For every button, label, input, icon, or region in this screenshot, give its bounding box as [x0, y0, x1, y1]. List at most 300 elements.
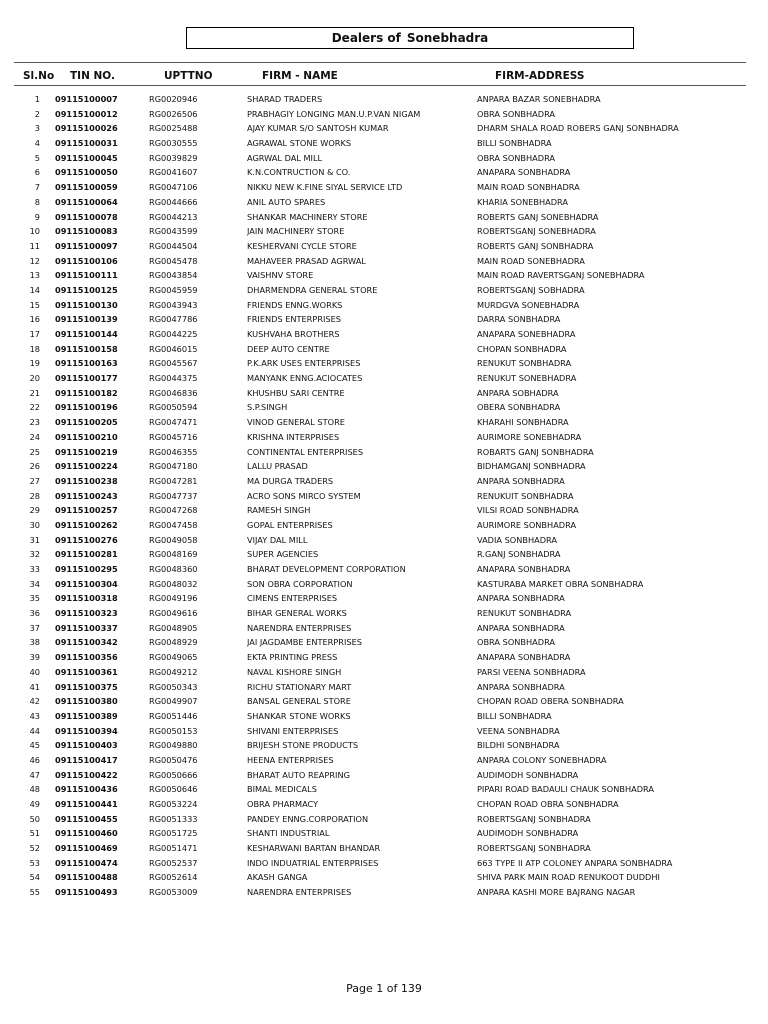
table-row	[0, 547, 768, 562]
firm-address-cell: RENUKUT SONBHADRA	[477, 608, 572, 619]
firm-name-cell: MANYANK ENNG.ACIOCATES	[247, 373, 363, 384]
firm-address-cell: ANPARA BAZAR SONEBHADRA	[477, 94, 601, 104]
serial-number-cell: 12	[29, 255, 40, 266]
table-row	[0, 298, 768, 313]
firm-name-cell: ACRO SONS MIRCO SYSTEM	[247, 490, 361, 501]
tin-cell: 09115100276	[55, 534, 118, 545]
upttno-cell: RG0048032	[149, 578, 198, 589]
tin-cell: 09115100196	[55, 402, 118, 413]
serial-number-cell: 3	[34, 123, 40, 134]
firm-name-cell: P.K.ARK USES ENTERPRISES	[247, 358, 361, 369]
tin-cell: 09115100182	[55, 387, 118, 398]
upttno-cell: RG0044666	[149, 196, 198, 207]
tin-cell: 09115100243	[55, 490, 118, 501]
firm-address-cell: ANPARA SONBHADRA	[477, 593, 565, 604]
tin-cell: 09115100078	[55, 211, 118, 222]
table-row	[0, 533, 768, 548]
serial-number-cell: 4	[34, 138, 40, 149]
table-row	[0, 826, 768, 841]
table-row	[0, 136, 768, 151]
upttno-cell: RG0045716	[149, 431, 198, 442]
serial-number-cell: 40	[29, 666, 40, 677]
upttno-cell: RG0050153	[149, 725, 198, 736]
firm-address-cell: ANAPARA SONBHADRA	[477, 564, 571, 574]
firm-address-cell: R.GANJ SONBHADRA	[477, 549, 561, 560]
tin-cell: 09115100111	[55, 270, 118, 281]
firm-address-cell: CHOPAN ROAD OBERA SONBHADRA	[477, 696, 624, 707]
firm-name-cell: GOPAL ENTERPRISES	[247, 519, 333, 530]
tin-cell: 09115100205	[55, 417, 118, 428]
firm-address-cell: ROBERTS GANJ SONEBHADRA	[477, 211, 599, 222]
upttno-cell: RG0048929	[149, 637, 198, 648]
page-title	[186, 27, 634, 49]
upttno-cell: RG0020946	[149, 94, 198, 104]
serial-number-cell: 48	[29, 784, 40, 795]
serial-number-cell: 6	[34, 167, 40, 178]
firm-address-cell: VEENA SONBHADRA	[477, 725, 560, 736]
upttno-cell: RG0051471	[149, 843, 198, 854]
upttno-cell: RG0044213	[149, 211, 198, 222]
tin-cell: 09115100469	[55, 843, 118, 854]
firm-name-cell: INDO INDUATRIAL ENTERPRISES	[247, 857, 379, 868]
upttno-cell: RG0050343	[149, 681, 198, 692]
serial-number-cell: 53	[29, 857, 40, 868]
firm-address-cell: OBRA SONBHADRA	[477, 637, 556, 648]
tin-cell: 09115100295	[55, 564, 118, 574]
table-row	[0, 856, 768, 871]
serial-number-cell: 2	[34, 108, 40, 119]
upttno-cell: RG0051333	[149, 813, 198, 824]
tin-cell: 09115100389	[55, 710, 118, 721]
serial-number-cell: 7	[34, 182, 40, 193]
firm-name-cell: K.N.CONTRUCTION & CO.	[247, 167, 351, 178]
upttno-cell: RG0050476	[149, 754, 198, 765]
table-row	[0, 885, 768, 900]
serial-number-cell: 33	[29, 564, 40, 574]
serial-number-cell: 37	[29, 622, 40, 633]
table-row	[0, 650, 768, 665]
table-row	[0, 753, 768, 768]
firm-address-cell: ROBERTSGANJ SOBHADRA	[477, 284, 585, 295]
table-row	[0, 312, 768, 327]
firm-name-cell: SHIVANI ENTERPRISES	[247, 725, 339, 736]
firm-name-cell: JAI JAGDAMBE ENTERPRISES	[247, 637, 362, 648]
firm-address-cell: ANPARA SONBHADRA	[477, 622, 565, 633]
firm-address-cell: ANAPARA SONBHADRA	[477, 652, 571, 663]
table-row	[0, 812, 768, 827]
tin-cell: 09115100097	[55, 240, 118, 251]
table-row	[0, 782, 768, 797]
tin-cell: 09115100064	[55, 196, 118, 207]
table-row	[0, 180, 768, 195]
serial-number-cell: 39	[29, 652, 40, 663]
firm-name-cell: SHANKAR STONE WORKS	[247, 710, 351, 721]
serial-number-cell: 25	[29, 446, 40, 457]
tin-cell: 09115100323	[55, 608, 118, 619]
upttno-cell: RG0043854	[149, 270, 198, 281]
firm-address-cell: RENUKUT SONBHADRA	[477, 358, 572, 369]
upttno-cell: RG0030555	[149, 138, 198, 149]
table-row	[0, 768, 768, 783]
serial-number-cell: 19	[29, 358, 40, 369]
firm-address-cell: 663 TYPE II ATP COLONEY ANPARA SONBHADRA	[477, 857, 673, 868]
firm-address-cell: ROBERTS GANJ SONBHADRA	[477, 240, 594, 251]
firm-address-cell: SHIVA PARK MAIN ROAD RENUKOOT DUDDHI	[477, 872, 660, 883]
tin-cell: 09115100361	[55, 666, 118, 677]
firm-address-cell: ANPARA COLONY SONEBHADRA	[477, 754, 607, 765]
table-row	[0, 870, 768, 885]
tin-cell: 09115100337	[55, 622, 118, 633]
firm-address-cell: ANPARA SONBHADRA	[477, 475, 565, 486]
firm-address-cell: ANAPARA SONBHADRA	[477, 167, 571, 178]
tin-cell: 09115100436	[55, 784, 118, 795]
column-header-upttno: UPTTNO	[164, 70, 213, 82]
firm-address-cell: KHARAHI SONBHADRA	[477, 417, 569, 428]
firm-name-cell: DEEP AUTO CENTRE	[247, 343, 330, 354]
serial-number-cell: 32	[29, 549, 40, 560]
tin-cell: 09115100394	[55, 725, 118, 736]
firm-name-cell: NARENDRA ENTERPRISES	[247, 887, 352, 898]
firm-name-cell: MA DURGA TRADERS	[247, 475, 334, 486]
upttno-cell: RG0050646	[149, 784, 198, 795]
firm-address-cell: OBERA SONBHADRA	[477, 402, 561, 413]
tin-cell: 09115100238	[55, 475, 118, 486]
table-row	[0, 121, 768, 136]
table-row	[0, 606, 768, 621]
tin-cell: 09115100050	[55, 167, 118, 178]
table-row	[0, 591, 768, 606]
serial-number-cell: 17	[29, 329, 40, 339]
upttno-cell: RG0049065	[149, 652, 198, 663]
column-header-firm-address: FIRM-ADDRESS	[495, 70, 585, 82]
serial-number-cell: 24	[29, 431, 40, 442]
serial-number-cell: 9	[34, 211, 40, 222]
tin-cell: 09115100441	[55, 799, 118, 809]
header-rule-top	[14, 62, 746, 63]
firm-name-cell: NAVAL KISHORE SINGH	[247, 666, 342, 677]
serial-number-cell: 22	[29, 402, 40, 413]
column-header-firm-name: FIRM - NAME	[262, 70, 338, 82]
serial-number-cell: 54	[29, 872, 40, 883]
table-row	[0, 577, 768, 592]
serial-number-cell: 30	[29, 519, 40, 530]
firm-address-cell: PARSI VEENA SONBHADRA	[477, 666, 586, 677]
tin-cell: 09115100083	[55, 226, 118, 237]
upttno-cell: RG0046355	[149, 446, 198, 457]
upttno-cell: RG0041607	[149, 167, 198, 178]
table-row	[0, 738, 768, 753]
table-row	[0, 518, 768, 533]
table-row	[0, 489, 768, 504]
serial-number-cell: 34	[29, 578, 40, 589]
table-row	[0, 283, 768, 298]
serial-number-cell: 8	[34, 196, 40, 207]
upttno-cell: RG0049212	[149, 666, 198, 677]
upttno-cell: RG0045567	[149, 358, 198, 369]
table-row	[0, 430, 768, 445]
tin-cell: 09115100144	[55, 329, 118, 339]
firm-name-cell: EKTA PRINTING PRESS	[247, 652, 338, 663]
firm-name-cell: NARENDRA ENTERPRISES	[247, 622, 352, 633]
firm-name-cell: CONTINENTAL ENTERPRISES	[247, 446, 364, 457]
upttno-cell: RG0047106	[149, 182, 198, 193]
firm-address-cell: BILLI SONBHADRA	[477, 138, 552, 149]
serial-number-cell: 18	[29, 343, 40, 354]
firm-name-cell: BIMAL MEDICALS	[247, 784, 317, 795]
serial-number-cell: 55	[29, 887, 40, 898]
table-row	[0, 327, 768, 342]
tin-cell: 09115100045	[55, 152, 118, 163]
table-row	[0, 503, 768, 518]
tin-cell: 09115100262	[55, 519, 118, 530]
serial-number-cell: 20	[29, 373, 40, 384]
title-district: Sonebhadra	[406, 31, 489, 45]
tin-cell: 09115100224	[55, 461, 118, 472]
tin-cell: 09115100403	[55, 740, 118, 751]
table-row	[0, 165, 768, 180]
upttno-cell: RG0048360	[149, 564, 198, 574]
table-row	[0, 724, 768, 739]
table-row	[0, 239, 768, 254]
firm-name-cell: OBRA PHARMACY	[247, 799, 319, 809]
table-row	[0, 680, 768, 695]
firm-name-cell: AJAY KUMAR S/O SANTOSH KUMAR	[247, 123, 389, 134]
upttno-cell: RG0043599	[149, 226, 198, 237]
table-row	[0, 415, 768, 430]
table-row	[0, 621, 768, 636]
upttno-cell: RG0049196	[149, 593, 198, 604]
serial-number-cell: 28	[29, 490, 40, 501]
tin-cell: 09115100219	[55, 446, 118, 457]
serial-number-cell: 42	[29, 696, 40, 707]
firm-address-cell: MURDGVA SONEBHADRA	[477, 299, 580, 310]
tin-cell: 09115100007	[55, 94, 118, 104]
firm-name-cell: PRABHAGIY LONGING MAN.U.P.VAN NIGAM	[247, 108, 421, 119]
serial-number-cell: 13	[29, 270, 40, 281]
firm-name-cell: RICHU STATIONARY MART	[247, 681, 352, 692]
firm-address-cell: KASTURABA MARKET OBRA SONBHADRA	[477, 578, 644, 589]
firm-name-cell: DHARMENDRA GENERAL STORE	[247, 284, 378, 295]
tin-cell: 09115100130	[55, 299, 118, 310]
firm-name-cell: KESHARWANI BARTAN BHANDAR	[247, 843, 381, 854]
upttno-cell: RG0053009	[149, 887, 198, 898]
firm-address-cell: AUDIMODH SONBHADRA	[477, 769, 579, 780]
upttno-cell: RG0047471	[149, 417, 198, 428]
firm-name-cell: CIMENS ENTERPRISES	[247, 593, 338, 604]
firm-address-cell: OBRA SONBHADRA	[477, 108, 556, 119]
upttno-cell: RG0046836	[149, 387, 198, 398]
upttno-cell: RG0048905	[149, 622, 198, 633]
firm-name-cell: VAISHNV STORE	[247, 270, 314, 281]
tin-cell: 09115100012	[55, 108, 118, 119]
upttno-cell: RG0050666	[149, 769, 198, 780]
upttno-cell: RG0049058	[149, 534, 198, 545]
serial-number-cell: 44	[29, 725, 40, 736]
tin-cell: 09115100257	[55, 505, 118, 516]
firm-address-cell: MAIN ROAD RAVERTSGANJ SONEBHADRA	[477, 270, 645, 281]
firm-name-cell: LALLU PRASAD	[247, 461, 308, 472]
firm-address-cell: OBRA SONBHADRA	[477, 152, 556, 163]
firm-address-cell: ANPARA SONBHADRA	[477, 681, 565, 692]
upttno-cell: RG0047281	[149, 475, 198, 486]
firm-name-cell: PANDEY ENNG.CORPORATION	[247, 813, 369, 824]
firm-address-cell: AUDIMODH SONBHADRA	[477, 828, 579, 839]
firm-name-cell: RAMESH SINGH	[247, 505, 311, 516]
serial-number-cell: 49	[29, 799, 40, 809]
upttno-cell: RG0047180	[149, 461, 198, 472]
serial-number-cell: 15	[29, 299, 40, 310]
tin-cell: 09115100059	[55, 182, 118, 193]
firm-address-cell: PIPARI ROAD BADAULI CHAUK SONBHADRA	[477, 784, 654, 795]
firm-name-cell: KRISHNA INTERPRISES	[247, 431, 340, 442]
firm-name-cell: S.P.SINGH	[247, 402, 288, 413]
firm-name-cell: KUSHVAHA BROTHERS	[247, 329, 340, 339]
firm-name-cell: KESHERVANI CYCLE STORE	[247, 240, 357, 251]
firm-name-cell: BHARAT AUTO REAPRING	[247, 769, 350, 780]
tin-cell: 09115100106	[55, 255, 118, 266]
firm-address-cell: ROBERTSGANJ SONBHADRA	[477, 843, 591, 854]
table-row	[0, 709, 768, 724]
table-row	[0, 797, 768, 812]
table-row	[0, 371, 768, 386]
serial-number-cell: 23	[29, 417, 40, 428]
serial-number-cell: 52	[29, 843, 40, 854]
serial-number-cell: 31	[29, 534, 40, 545]
firm-name-cell: HEENA ENTERPRISES	[247, 754, 334, 765]
tin-cell: 09115100281	[55, 549, 118, 560]
table-row	[0, 356, 768, 371]
upttno-cell: RG0043943	[149, 299, 198, 310]
firm-name-cell: ANIL AUTO SPARES	[247, 196, 326, 207]
firm-name-cell: AGRWAL DAL MILL	[247, 152, 323, 163]
serial-number-cell: 41	[29, 681, 40, 692]
firm-name-cell: VIJAY DAL MILL	[247, 534, 308, 545]
firm-address-cell: CHOPAN SONBHADRA	[477, 343, 567, 354]
firm-address-cell: RENUKUT SONEBHADRA	[477, 373, 577, 384]
serial-number-cell: 10	[29, 226, 40, 237]
serial-number-cell: 35	[29, 593, 40, 604]
tin-cell: 09115100474	[55, 857, 118, 868]
tin-cell: 09115100026	[55, 123, 118, 134]
table-row	[0, 445, 768, 460]
firm-name-cell: BIHAR GENERAL WORKS	[247, 608, 347, 619]
firm-name-cell: AGRAWAL STONE WORKS	[247, 138, 352, 149]
firm-address-cell: KHARIA SONEBHADRA	[477, 196, 569, 207]
upttno-cell: RG0044375	[149, 373, 198, 384]
firm-name-cell: VINOD GENERAL STORE	[247, 417, 345, 428]
serial-number-cell: 16	[29, 314, 40, 325]
firm-name-cell: BANSAL GENERAL STORE	[247, 696, 351, 707]
serial-number-cell: 51	[29, 828, 40, 839]
dealers-table	[0, 92, 768, 900]
tin-cell: 09115100031	[55, 138, 118, 149]
tin-cell: 09115100318	[55, 593, 118, 604]
firm-address-cell: BILLI SONBHADRA	[477, 710, 552, 721]
serial-number-cell: 14	[29, 284, 40, 295]
upttno-cell: RG0051725	[149, 828, 198, 839]
title-prefix: Dealers of	[331, 31, 401, 45]
firm-address-cell: RENUKUIT SONBHADRA	[477, 490, 574, 501]
serial-number-cell: 46	[29, 754, 40, 765]
table-row	[0, 635, 768, 650]
upttno-cell: RG0047737	[149, 490, 198, 501]
firm-address-cell: BILDHI SONBHADRA	[477, 740, 560, 751]
firm-name-cell: SON OBRA CORPORATION	[247, 578, 353, 589]
upttno-cell: RG0044504	[149, 240, 198, 251]
serial-number-cell: 26	[29, 461, 40, 472]
table-row	[0, 254, 768, 269]
upttno-cell: RG0045959	[149, 284, 198, 295]
firm-name-cell: SUPER AGENCIES	[247, 549, 319, 560]
tin-cell: 09115100304	[55, 578, 118, 589]
table-row	[0, 92, 768, 107]
upttno-cell: RG0050594	[149, 402, 198, 413]
firm-address-cell: VADIA SONBHADRA	[477, 534, 558, 545]
tin-cell: 09115100493	[55, 887, 118, 898]
firm-address-cell: ANPARA SOBHADRA	[477, 387, 559, 398]
tin-cell: 09115100342	[55, 637, 118, 648]
firm-address-cell: MAIN ROAD SONBHADRA	[477, 182, 580, 193]
table-row	[0, 210, 768, 225]
firm-address-cell: ROBERTSGANJ SONBHADRA	[477, 813, 591, 824]
upttno-cell: RG0026506	[149, 108, 198, 119]
tin-cell: 09115100375	[55, 681, 118, 692]
table-row	[0, 195, 768, 210]
table-row	[0, 562, 768, 577]
upttno-cell: RG0045478	[149, 255, 198, 266]
firm-name-cell: SHANTI INDUSTRIAL	[247, 828, 330, 839]
table-row	[0, 224, 768, 239]
header-rule-bottom	[14, 85, 746, 86]
column-header-slno: Sl.No	[23, 70, 55, 82]
firm-address-cell: ROBERTSGANJ SONEBHADRA	[477, 226, 596, 237]
upttno-cell: RG0049616	[149, 608, 198, 619]
upttno-cell: RG0046015	[149, 343, 198, 354]
firm-address-cell: AURIMORE SONEBHADRA	[477, 431, 582, 442]
firm-address-cell: MAIN ROAD SONEBHADRA	[477, 255, 585, 266]
table-row	[0, 694, 768, 709]
firm-address-cell: AURIMORE SONBHADRA	[477, 519, 577, 530]
serial-number-cell: 43	[29, 710, 40, 721]
table-row	[0, 400, 768, 415]
firm-name-cell: AKASH GANGA	[247, 872, 308, 883]
serial-number-cell: 21	[29, 387, 40, 398]
tin-cell: 09115100460	[55, 828, 118, 839]
firm-address-cell: ANPARA KASHI MORE BAJRANG NAGAR	[477, 887, 636, 898]
firm-name-cell: SHANKAR MACHINERY STORE	[247, 211, 368, 222]
table-row	[0, 665, 768, 680]
firm-name-cell: JAIN MACHINERY STORE	[247, 226, 345, 237]
serial-number-cell: 11	[29, 240, 40, 251]
tin-cell: 09115100163	[55, 358, 118, 369]
upttno-cell: RG0049907	[149, 696, 198, 707]
tin-cell: 09115100125	[55, 284, 118, 295]
serial-number-cell: 29	[29, 505, 40, 516]
firm-name-cell: KHUSHBU SARI CENTRE	[247, 387, 345, 398]
serial-number-cell: 45	[29, 740, 40, 751]
serial-number-cell: 50	[29, 813, 40, 824]
tin-cell: 09115100488	[55, 872, 118, 883]
table-row	[0, 268, 768, 283]
firm-name-cell: NIKKU NEW K.FINE SIYAL SERVICE LTD	[247, 182, 403, 193]
upttno-cell: RG0053224	[149, 799, 198, 809]
tin-cell: 09115100380	[55, 696, 118, 707]
firm-address-cell: VILSI ROAD SONBHADRA	[477, 505, 579, 516]
table-row	[0, 151, 768, 166]
upttno-cell: RG0052614	[149, 872, 198, 883]
upttno-cell: RG0052537	[149, 857, 198, 868]
tin-cell: 09115100417	[55, 754, 118, 765]
